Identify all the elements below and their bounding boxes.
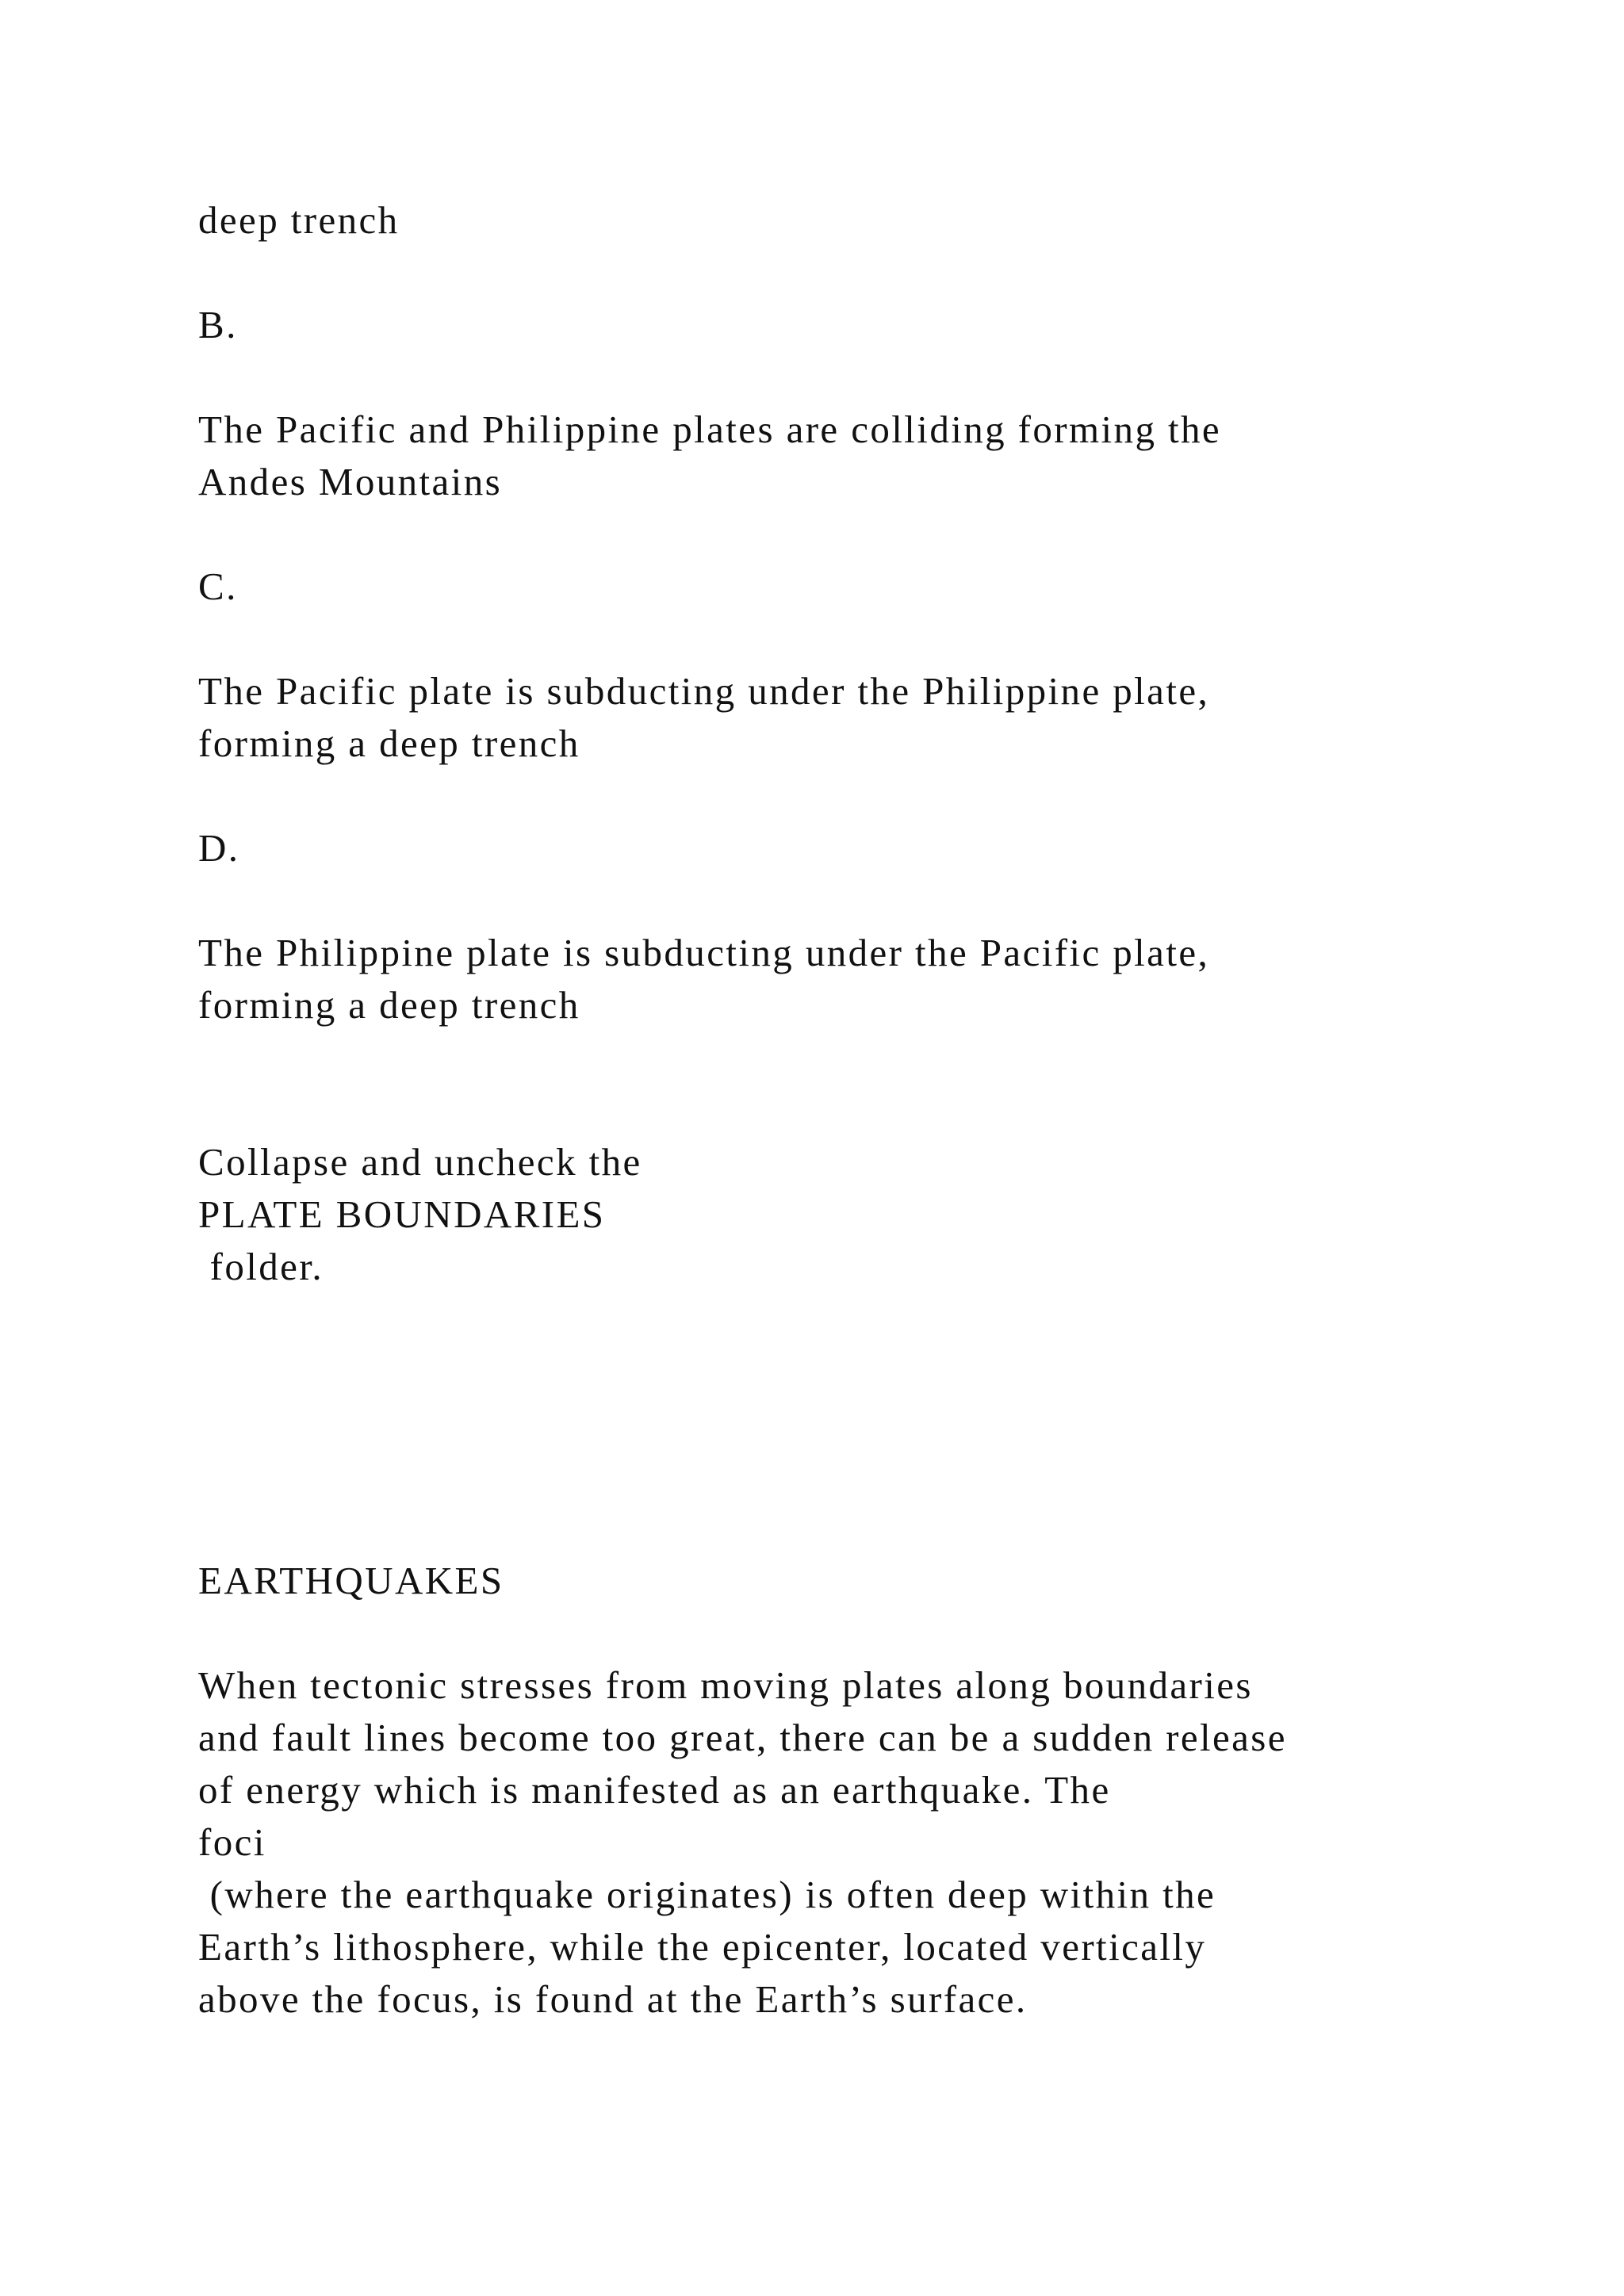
option-c-text-line-1: The Pacific plate is subducting under the Philippine plate, [198,669,1210,713]
paragraph-line-4: foci [198,1820,266,1864]
answer-a-continuation: deep trench [198,198,400,242]
paragraph-line-1: When tectonic stresses from moving plates along boundaries [198,1663,1253,1707]
option-d-text-line-1: The Philippine plate is subducting under the Pacific plate, [198,931,1210,974]
option-b-text-line-1: The Pacific and Philippine plates are colliding forming the [198,408,1222,451]
instruction-line-3: folder. [198,1245,324,1288]
paragraph-line-3: of energy which is manifested as an earthquake. The [198,1768,1111,1812]
option-d-text-line-2: forming a deep trench [198,983,580,1027]
option-b-text-line-2: Andes Mountains [198,460,503,503]
instruction-line-2: PLATE BOUNDARIES [198,1192,606,1236]
paragraph-line-7: above the focus, is found at the Earth’s surface. [198,1977,1028,2021]
instruction-line-1: Collapse and uncheck the [198,1140,642,1184]
option-c-label: C. [198,564,238,608]
section-heading-earthquakes: EARTHQUAKES [198,1559,504,1602]
option-c-text-line-2: forming a deep trench [198,721,580,765]
option-d-label: D. [198,826,240,870]
paragraph-line-5: (where the earthquake originates) is often deep within the [198,1873,1216,1916]
option-b-label: B. [198,303,238,346]
paragraph-line-6: Earth’s lithosphere, while the epicenter, located vertically [198,1925,1207,1969]
paragraph-line-2: and fault lines become too great, there can be a sudden release [198,1716,1287,1759]
